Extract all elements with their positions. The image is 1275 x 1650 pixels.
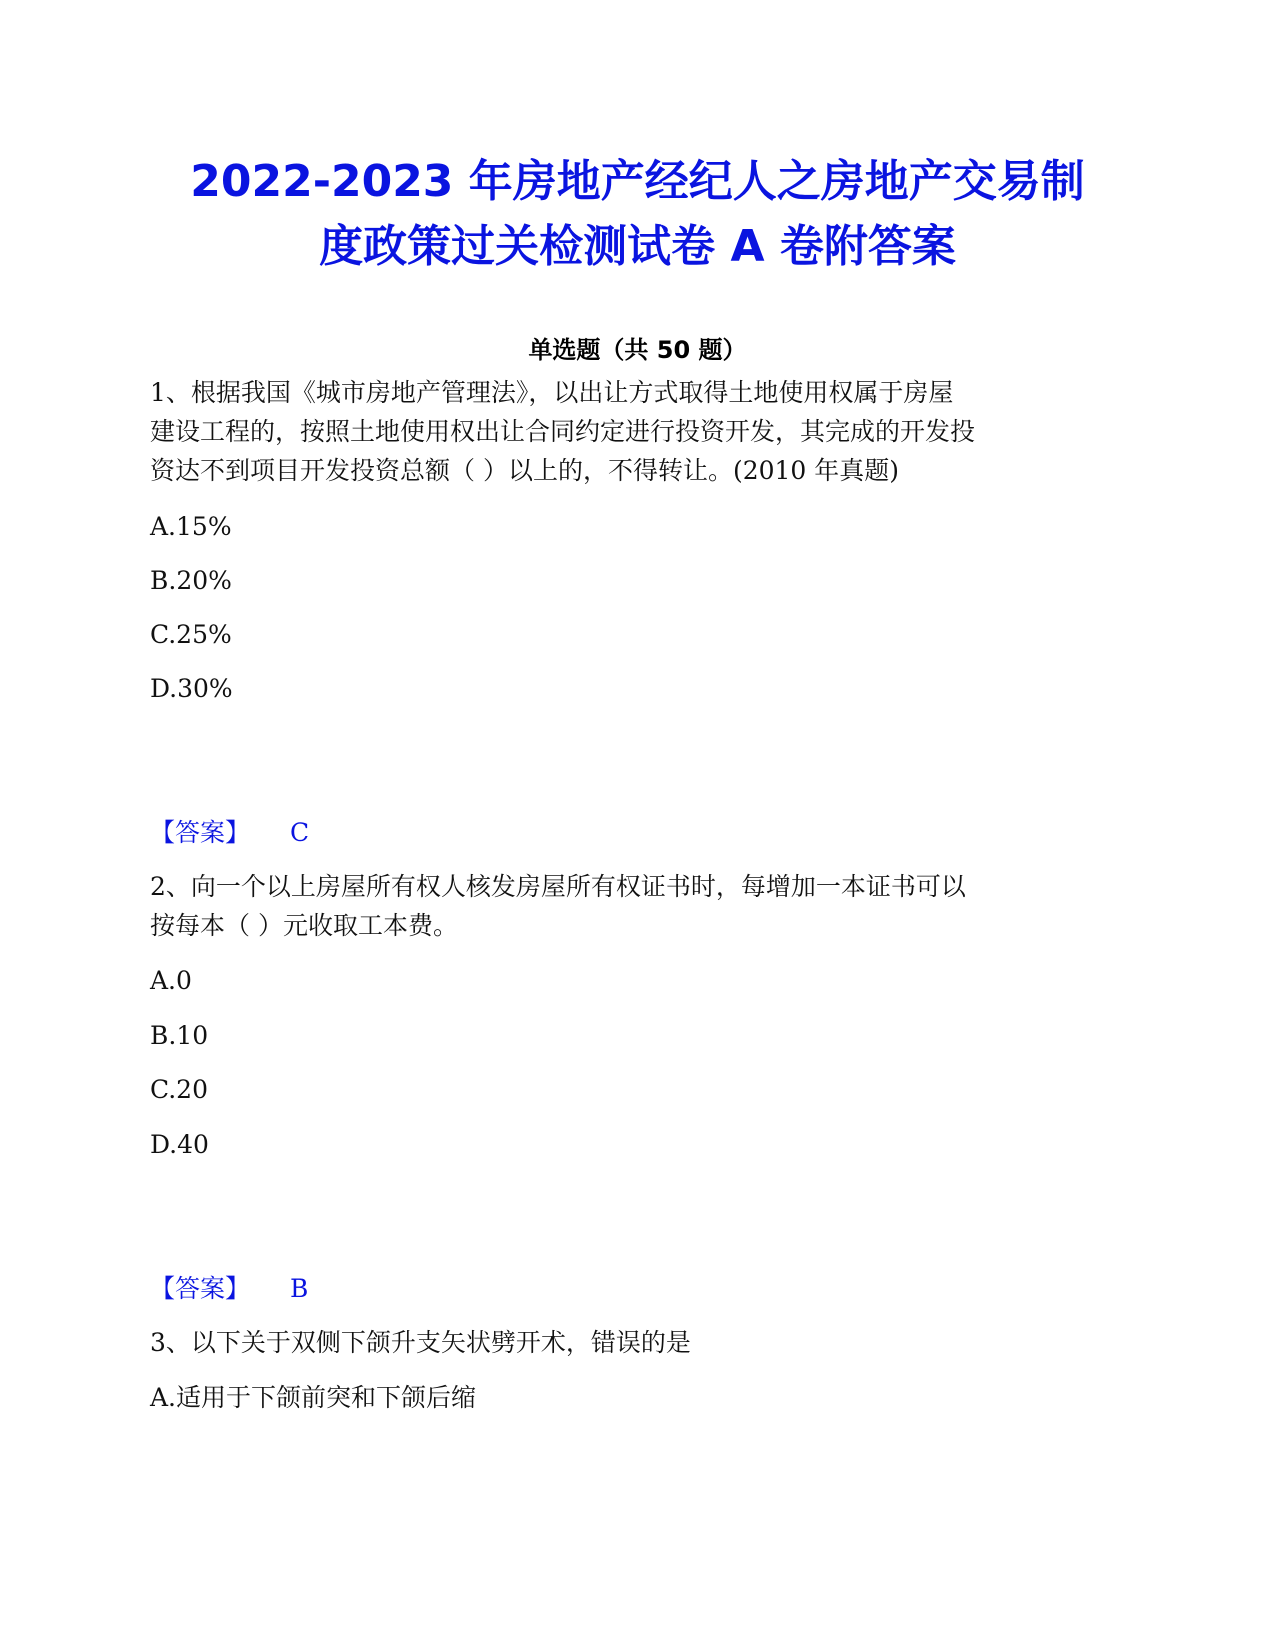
question-1-text-line-1: 1、根据我国《城市房地产管理法》，以出让方式取得土地使用权属于房屋 xyxy=(150,378,954,407)
question-1-option-a: A.15% xyxy=(150,512,232,541)
question-2-text-line-2: 按每本（ ）元收取工本费。 xyxy=(150,911,458,940)
document-title-line-1: 2022-2023 年房地产经纪人之房地产交易制 xyxy=(190,156,1085,207)
question-2-option-b: B.10 xyxy=(150,1021,209,1050)
question-2-option-a: A.0 xyxy=(150,966,192,995)
answer-value: B xyxy=(290,1274,309,1303)
answer-label: 【答案】 xyxy=(150,1274,251,1303)
answer-label: 【答案】 xyxy=(150,818,251,847)
question-1-option-d: D.30% xyxy=(150,674,233,703)
question-2-option-c: C.20 xyxy=(150,1075,208,1104)
section-heading: 单选题（共 50 题） xyxy=(528,336,747,364)
question-1-option-c: C.25% xyxy=(150,620,232,649)
question-1-text-line-3: 资达不到项目开发投资总额（ ）以上的，不得转让。(2010 年真题) xyxy=(150,456,900,485)
question-1-text-line-2: 建设工程的，按照土地使用权出让合同约定进行投资开发，其完成的开发投 xyxy=(150,417,976,446)
question-3-option-a: A.适用于下颌前突和下颌后缩 xyxy=(150,1383,477,1412)
document-title-line-2: 度政策过关检测试卷 A 卷附答案 xyxy=(319,221,956,272)
question-2-text-line-1: 2、向一个以上房屋所有权人核发房屋所有权证书时，每增加一本证书可以 xyxy=(150,872,966,901)
question-1-answer xyxy=(150,818,309,848)
question-2-option-d: D.40 xyxy=(150,1130,209,1159)
question-1-option-b: B.20% xyxy=(150,566,232,595)
question-2-answer xyxy=(150,1274,308,1304)
question-3-text-line-1: 3、以下关于双侧下颌升支矢状劈开术，错误的是 xyxy=(150,1328,691,1357)
answer-value: C xyxy=(290,818,310,847)
